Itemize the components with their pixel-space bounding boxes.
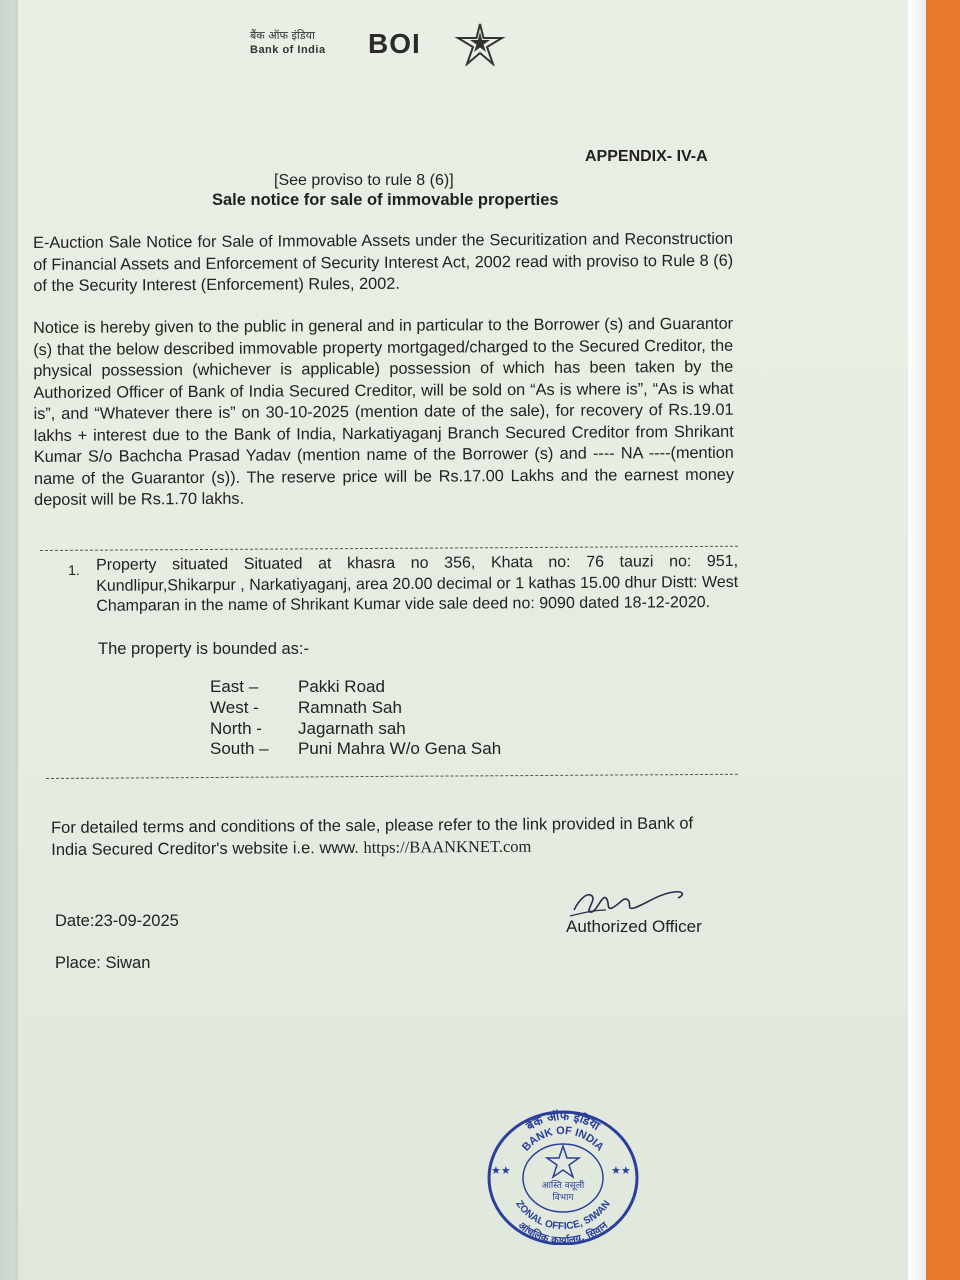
bank-name-english: Bank of India: [250, 44, 326, 56]
property-number: 1.: [68, 561, 80, 578]
notice-date: Date:23-09-2025: [55, 912, 179, 930]
stamp-stars-right: ★★: [611, 1164, 631, 1177]
boundary-direction: East –: [210, 677, 259, 696]
boundary-value: Jagarnath sah: [298, 719, 406, 738]
stamp-center-line2: विभाग: [552, 1193, 574, 1203]
property-item: [68, 552, 738, 618]
stamp-center-line1: आस्ति वसूली: [541, 1181, 585, 1191]
notice-paragraph: Notice is hereby given to the public in general and in particular to the Borrower (s) and Guarantor (s) that the below described immovable property mortgaged/charged to the Secured Creditor, the physical possession (whichever is applicable) possession of which has been taken by the Authorized Officer of Bank of India Secured Creditor, will be sold on “As is where is”, “As is what is”, and “Whatever there is” on 30-10-2025 (mention date of the sale), for recovery of Rs.19.01 lakhs + interest due to the Bank of India, Narkatiyaganj Branch Secured Creditor from Shrikant Kumar S/o Bachcha Prasad Yadav (mention name of the Borrower (s) and ---- NA ----(mention name of the Guarantor (s)). The reserve price will be Rs.17.00 Lakhs and the earnest money deposit will be Rs.1.70 lakhs.: [33, 314, 735, 509]
divider-bottom: [46, 774, 738, 779]
notice-place: Place: Siwan: [55, 954, 151, 972]
stamp-star-icon: [547, 1146, 579, 1177]
boundary-value: Puni Mahra W/o Gena Sah: [298, 739, 502, 758]
stamp-bottom-hindi: आंचलिक कार्यालय, सिवान: [515, 1220, 611, 1245]
boundary-direction: South –: [210, 739, 269, 758]
stamp-top-english: BANK OF INDIA: [520, 1124, 606, 1154]
terms-paragraph: [51, 813, 731, 861]
authorized-officer: Authorized Officer: [566, 917, 702, 936]
bank-name-hindi: बैंक ऑफ इंडिया: [250, 29, 315, 42]
boundary-direction: North -: [210, 719, 262, 738]
stamp-stars-left: ★★: [491, 1164, 511, 1177]
bank-abbreviation: BOI: [368, 28, 421, 59]
appendix-label: APPENDIX- IV-A: [585, 148, 708, 165]
boundary-value: Pakki Road: [298, 677, 385, 696]
terms-text: For detailed terms and conditions of the sale, please refer to the link provided in Bank of India Secured Creditor's website i.e. www.: [51, 814, 694, 859]
bank-letterhead: [250, 22, 530, 66]
notice-page: [18, 0, 908, 1280]
paper-edge: [908, 0, 926, 1280]
divider-top: [40, 546, 738, 551]
official-stamp: [483, 1100, 643, 1245]
property-description: Property situated Situated at khasra no 356, Khata no: 76 tauzi no: 951, Kundlipur,Shikarpur , Narkatiyaganj, area 20.00 decimal or 1 kathas 15.00 dhur Distt: West Champaran in the name of Shrikant Kumar vide sale deed no: 9090 dated 18-12-2020.: [96, 552, 739, 615]
boundary-direction: West -: [210, 698, 259, 717]
stamp-bottom-english: ZONAL OFFICE, SIWAN: [513, 1198, 613, 1233]
rule-reference: [See proviso to rule 8 (6)]: [274, 172, 454, 189]
boi-star-icon: [446, 22, 506, 66]
intro-paragraph: E-Auction Sale Notice for Sale of Immovable Assets under the Securitization and Reconstruction of Financial Assets and Enforcement of Security Interest Act, 2002 read with proviso to Rule 8 (6) of the Security Interest (Enforcement) Rules, 2002.: [33, 229, 734, 295]
boundary-value: Ramnath Sah: [298, 698, 402, 717]
notice-title: Sale notice for sale of immovable properties: [212, 191, 559, 209]
stamp-top-hindi: बैंक ऑफ इंडिया: [523, 1108, 603, 1134]
bounded-label: The property is bounded as:-: [98, 640, 309, 658]
terms-link[interactable]: https://BAANKNET.com: [363, 836, 532, 857]
